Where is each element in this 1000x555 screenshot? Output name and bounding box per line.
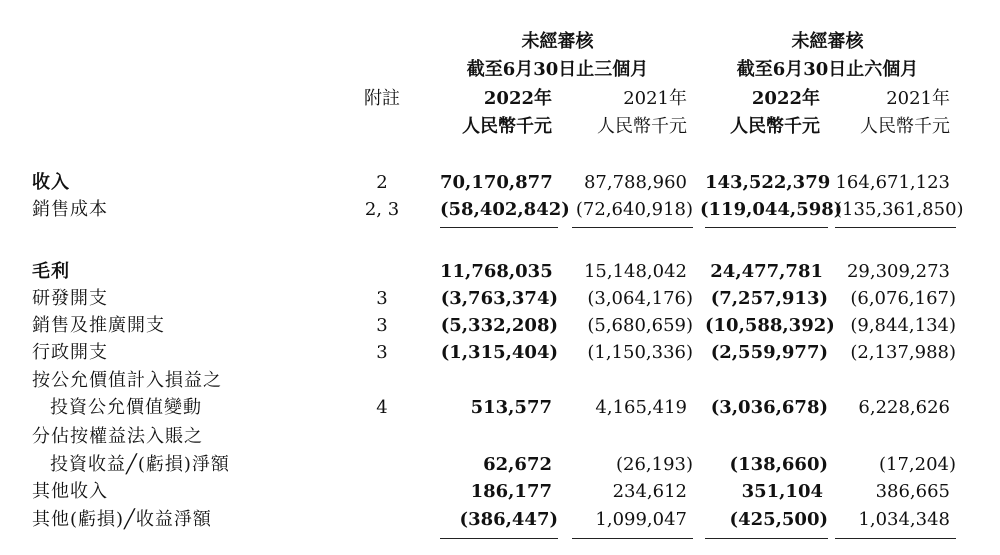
total-rule bbox=[440, 538, 558, 539]
row-label-revenue: 收入 bbox=[32, 172, 70, 193]
subtotal-rule bbox=[835, 227, 956, 228]
col-header-unit-2: 人民幣千元 bbox=[597, 116, 687, 137]
cell-value: (425,500) bbox=[729, 509, 828, 530]
cell-value: 186,177 bbox=[470, 481, 552, 502]
row-label-equity-method-line1: 分佔按權益法入賬之 bbox=[32, 426, 203, 447]
cell-value: 1,099,047 bbox=[595, 509, 687, 530]
row-label-fvtpl-line1: 按公允價值計入損益之 bbox=[32, 370, 222, 391]
cell-value: (3,763,374) bbox=[440, 288, 558, 309]
group-period-six-months: 截至6月30日止六個月 bbox=[736, 59, 919, 80]
cell-value: (10,588,392) bbox=[705, 315, 835, 336]
row-label-equity-method-line2: 投資收益╱(虧損)淨額 bbox=[50, 454, 230, 475]
col-header-year-3: 2022年 bbox=[751, 88, 820, 109]
col-header-year-4: 2021年 bbox=[886, 88, 950, 109]
group-title-three-months: 未經審核 bbox=[521, 31, 594, 52]
cell-value: (3,036,678) bbox=[710, 397, 828, 418]
cell-value: 15,148,042 bbox=[583, 261, 687, 282]
cell-value: (119,044,598) bbox=[700, 199, 843, 220]
cell-value: (58,402,842) bbox=[440, 199, 570, 220]
cell-value: 87,788,960 bbox=[583, 172, 687, 193]
cell-value: 29,309,273 bbox=[846, 261, 950, 282]
total-rule bbox=[572, 538, 693, 539]
col-header-unit-4: 人民幣千元 bbox=[860, 116, 950, 137]
cell-value: (17,204) bbox=[878, 454, 956, 475]
cell-value: (5,332,208) bbox=[440, 315, 558, 336]
row-label-other-income: 其他收入 bbox=[32, 481, 108, 502]
cell-value: 1,034,348 bbox=[858, 509, 950, 530]
col-header-year-1: 2022年 bbox=[483, 88, 552, 109]
row-label-fvtpl-line2: 投資公允價值變動 bbox=[50, 397, 202, 418]
cell-value: (386,447) bbox=[459, 509, 558, 530]
row-label-admin-expenses: 行政開支 bbox=[32, 342, 108, 363]
col-header-unit-1: 人民幣千元 bbox=[462, 116, 552, 137]
cell-value: (72,640,918) bbox=[575, 199, 693, 220]
col-header-year-2: 2021年 bbox=[623, 88, 687, 109]
subtotal-rule bbox=[705, 227, 828, 228]
cell-value: (2,137,988) bbox=[850, 342, 956, 363]
subtotal-rule bbox=[572, 227, 693, 228]
cell-value: 70,170,877 bbox=[440, 172, 553, 193]
row-note: 3 bbox=[376, 315, 388, 336]
cell-value: (135,361,850) bbox=[835, 199, 964, 220]
cell-value: 234,612 bbox=[612, 481, 687, 502]
row-note: 3 bbox=[376, 288, 388, 309]
cell-value: (7,257,913) bbox=[710, 288, 828, 309]
row-label-other-gains-losses: 其他(虧損)╱收益淨額 bbox=[32, 509, 212, 530]
row-note: 2 bbox=[376, 172, 388, 193]
row-note: 3 bbox=[376, 342, 388, 363]
cell-value: (1,150,336) bbox=[587, 342, 693, 363]
cell-value: 11,768,035 bbox=[440, 261, 553, 282]
cell-value: (5,680,659) bbox=[587, 315, 693, 336]
cell-value: 6,228,626 bbox=[858, 397, 950, 418]
row-label-gross-profit: 毛利 bbox=[32, 261, 70, 282]
cell-value: (138,660) bbox=[729, 454, 828, 475]
subtotal-rule bbox=[440, 227, 558, 228]
cell-value: 4,165,419 bbox=[595, 397, 687, 418]
row-label-rd-expenses: 研發開支 bbox=[32, 288, 108, 309]
group-period-three-months: 截至6月30日止三個月 bbox=[466, 59, 649, 80]
row-label-cost-of-sales: 銷售成本 bbox=[32, 199, 108, 220]
cell-value: 143,522,379 bbox=[705, 172, 831, 193]
cell-value: (6,076,167) bbox=[850, 288, 956, 309]
cell-value: (26,193) bbox=[615, 454, 693, 475]
row-label-selling-expenses: 銷售及推廣開支 bbox=[32, 315, 165, 336]
col-header-unit-3: 人民幣千元 bbox=[730, 116, 820, 137]
cell-value: (3,064,176) bbox=[587, 288, 693, 309]
cell-value: (2,559,977) bbox=[710, 342, 828, 363]
cell-value: 62,672 bbox=[483, 454, 552, 475]
row-note: 2, 3 bbox=[364, 199, 400, 220]
cell-value: 386,665 bbox=[875, 481, 950, 502]
cell-value: 351,104 bbox=[741, 481, 823, 502]
total-rule bbox=[705, 538, 828, 539]
group-title-six-months: 未經審核 bbox=[791, 31, 864, 52]
total-rule bbox=[835, 538, 956, 539]
cell-value: 24,477,781 bbox=[710, 261, 823, 282]
row-note: 4 bbox=[376, 397, 388, 418]
cell-value: 513,577 bbox=[470, 397, 552, 418]
cell-value: (9,844,134) bbox=[850, 315, 956, 336]
cell-value: 164,671,123 bbox=[835, 172, 950, 193]
notes-header: 附註 bbox=[364, 88, 400, 109]
cell-value: (1,315,404) bbox=[440, 342, 558, 363]
